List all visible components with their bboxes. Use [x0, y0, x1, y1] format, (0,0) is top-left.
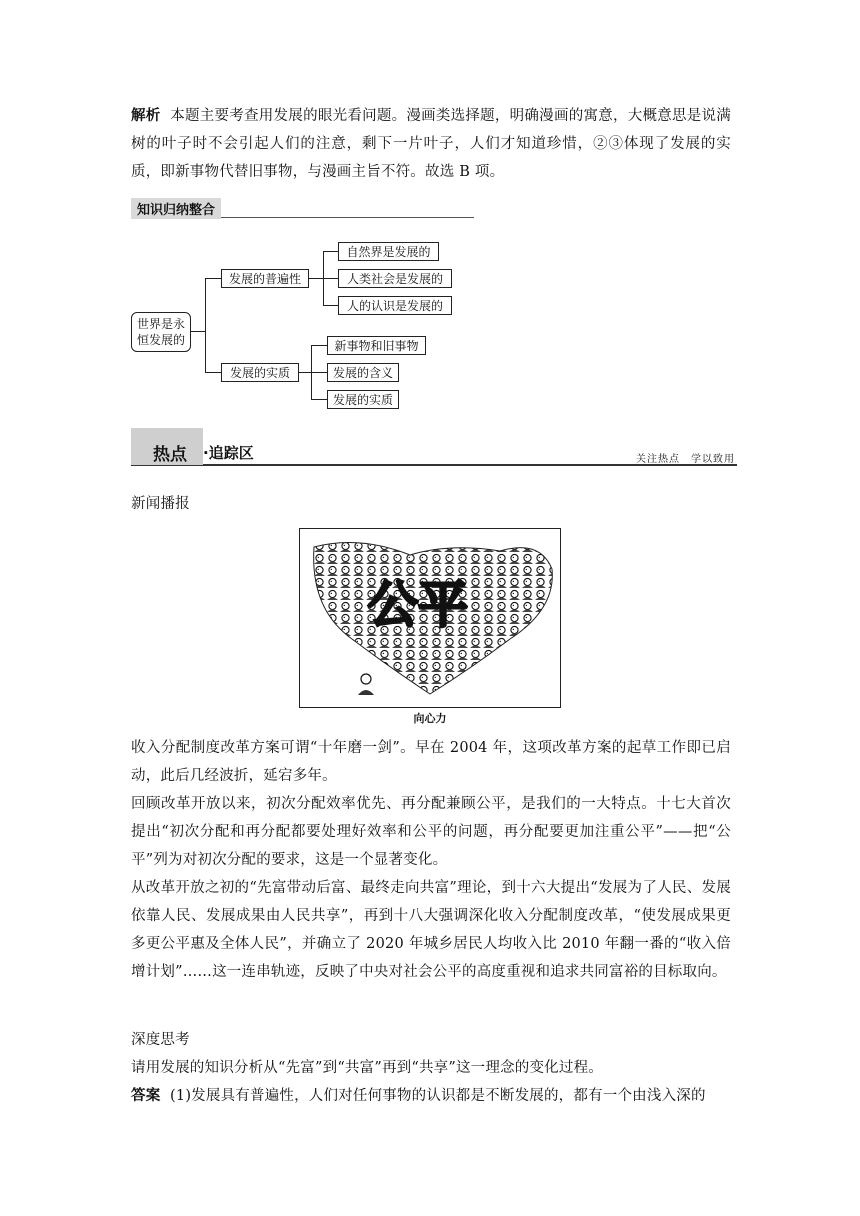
mindmap-leaf: 自然界是发展的 [338, 242, 439, 261]
news-paragraph-3: 从改革开放之初的“先富带动后富、最终走向共富”理论，到十六大提出“发展为了人民、发展依靠人民、发展成果由人民共享”，再到十八大强调深化收入分配制度改革，“使发展成果更多更公平惠及全体人民”，并确立了 2020 年城乡居民人均收入比 2010 年翻一番的“收入倍增计划”……这一连串轨迹，反映了中央对社会公平的高度重视和追求共同富裕的目标取向。 [131, 880, 731, 980]
hotspot-slogan: 关注热点 学以致用 [636, 454, 735, 465]
mindmap-leaf: 发展的含义 [327, 363, 399, 382]
connector [205, 372, 221, 373]
connector [205, 278, 221, 279]
news-heading: 新闻播报 [131, 496, 190, 512]
connector [311, 372, 327, 373]
analysis-paragraph [131, 102, 731, 186]
news-paragraph-1: 收入分配制度改革方案可谓“十年磨一剑”。早在 2004 年，这项改革方案的起草工作即已启动，此后几经波折，延宕多年。 [131, 740, 731, 784]
analysis-label: 解析 [131, 107, 161, 124]
mindmap-leaf: 人的认识是发展的 [338, 296, 452, 315]
hotspot-subtitle: ·追踪区 [203, 444, 254, 462]
think-question: 请用发展的知识分析从“先富”到“共富”再到“共享”这一理念的变化过程。 [131, 1060, 603, 1076]
mindmap-root: 世界是永恒发展的 [131, 312, 191, 352]
think-heading: 深度思考 [131, 1032, 190, 1048]
connector [323, 278, 338, 279]
connector [309, 278, 323, 279]
cartoon-caption: 向心力 [413, 712, 447, 725]
hotspot-title: 热点 [153, 445, 187, 465]
answer-label: 答案 [131, 1087, 161, 1104]
connector [323, 305, 338, 306]
cartoon-image [299, 528, 561, 708]
connector [299, 372, 311, 373]
connector [323, 251, 338, 252]
answer-text: (1)发展具有普遍性，人们对任何事物的认识都是不断发展的，都有一个由浅入深的 [170, 1088, 706, 1104]
summary-section-title [131, 198, 474, 218]
cartoon-crowd-illustration [300, 529, 560, 707]
analysis-text: 本题主要考查用发展的眼光看问题。漫画类选择题，明确漫画的寓意，大概意思是说满树的叶子时不会引起人们的注意，剩下一片叶子，人们才知道珍惜，②③体现了发展的实质，即新事物代替旧事物，与漫画主旨不符。故选 B 项。 [131, 108, 731, 180]
answer-paragraph [131, 1082, 731, 1110]
hotspot-section-header [131, 428, 737, 466]
connector [311, 399, 327, 400]
connector [205, 278, 206, 372]
news-paragraph-2: 回顾改革开放以来，初次分配效率优先、再分配兼顾公平，是我们的一大特点。十七大首次提出“初次分配和再分配都要处理好效率和公平的问题，再分配要更加注重公平”——把“公平”列为对初次分配的要求，这是一个显著变化。 [131, 796, 731, 868]
connector [191, 331, 205, 332]
mindmap-branch-universality: 发展的普遍性 [221, 269, 309, 288]
connector [311, 345, 327, 346]
mindmap-leaf: 新事物和旧事物 [327, 336, 426, 355]
summary-title: 知识归纳整合 [131, 198, 221, 219]
mindmap-branch-essence: 发展的实质 [221, 363, 299, 382]
cartoon-text: 公平 [368, 576, 468, 634]
mindmap-leaf: 发展的实质 [327, 390, 399, 409]
mindmap-leaf: 人类社会是发展的 [338, 269, 452, 288]
